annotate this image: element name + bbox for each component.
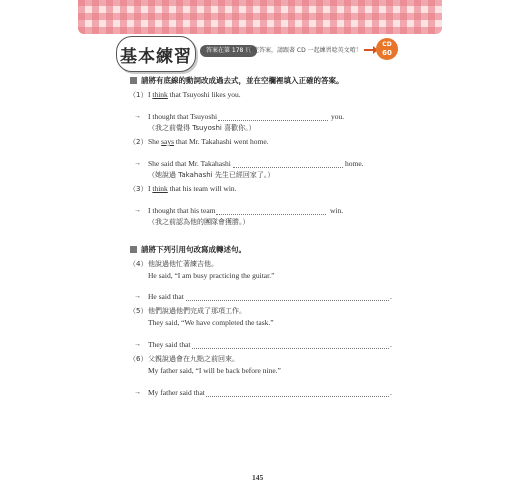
chinese-prompt: 他說過他忙著練吉他。	[148, 260, 218, 268]
answer-blank[interactable]	[218, 120, 328, 121]
quoted-sentence: They said, “We have completed the task.”	[148, 318, 274, 327]
answer-suffix: you.	[331, 112, 345, 121]
page-number: 145	[252, 473, 264, 482]
item-number: （4）	[129, 260, 148, 268]
chinese-prompt: 他們說過他們完成了那項工作。	[148, 307, 246, 315]
answer-prefix: She said that Mr. Takahashi	[148, 159, 231, 168]
item-number: （2）	[129, 138, 148, 146]
arrow-icon: →	[134, 112, 141, 120]
gingham-banner	[78, 0, 442, 34]
answer-note: 對完答案，請跟著 CD 一起練習唸英文唷！	[247, 47, 362, 54]
question-sentence: I think that his team will win.	[148, 184, 237, 193]
chinese-prompt: 父親說過會在九點之前回來。	[148, 355, 239, 363]
answer-prefix: They said that	[148, 340, 191, 349]
question-sentence: She says that Mr. Takahashi went home.	[148, 137, 269, 146]
arrow-icon: →	[134, 292, 141, 300]
arrow-icon: →	[134, 388, 141, 396]
period: .	[390, 292, 392, 301]
translation: （她說過 Takahashi 先生已經回家了。）	[148, 171, 275, 179]
quoted-sentence: He said, “I am busy practicing the guitar.”	[148, 271, 275, 280]
underlined-verb: think	[152, 184, 168, 193]
item-number: （3）	[129, 185, 148, 193]
answer-blank[interactable]	[192, 348, 389, 349]
quoted-sentence: My father said, “I will be back before nine.”	[148, 366, 281, 375]
section2-instruction: 請將下列引用句改寫成轉述句。	[130, 244, 246, 255]
item-number: （5）	[129, 307, 148, 315]
answer-page-tag: 答案在第 178 頁	[200, 45, 257, 57]
answer-prefix: He said that	[148, 292, 184, 301]
answer-suffix: home.	[345, 159, 364, 168]
cd-track: 60	[382, 49, 392, 57]
item-number: （6）	[129, 355, 148, 363]
answer-blank[interactable]	[186, 300, 389, 301]
answer-suffix: win.	[330, 206, 344, 215]
arrow-icon	[364, 49, 374, 51]
period: .	[390, 340, 392, 349]
answer-prefix: I thought that Tsuyoshi	[148, 112, 218, 121]
cd-label: CD	[382, 41, 392, 48]
item-number: （1）	[129, 91, 148, 99]
answer-blank[interactable]	[206, 396, 389, 397]
question-sentence: I think that Tsuyoshi likes you.	[148, 90, 241, 99]
answer-blank[interactable]	[216, 214, 326, 215]
section-badge: 基本練習	[116, 36, 196, 72]
square-bullet-icon	[130, 246, 137, 253]
section1-instruction: 請將有底線的動詞改成過去式，並在空欄裡填入正確的答案。	[130, 75, 344, 86]
translation: （我之前認為他的團隊會獲勝。）	[148, 218, 250, 226]
answer-prefix: I thought that his team	[148, 206, 216, 215]
square-bullet-icon	[130, 77, 137, 84]
period: .	[390, 388, 392, 397]
answer-blank[interactable]	[233, 167, 343, 168]
translation: （我之前覺得 Tsuyoshi 喜歡你。）	[148, 124, 256, 132]
cd-icon	[376, 38, 398, 60]
answer-prefix: My father said that	[148, 388, 205, 397]
arrow-icon: →	[134, 206, 141, 214]
arrow-icon: →	[134, 340, 141, 348]
arrow-icon: →	[134, 159, 141, 167]
underlined-verb: says	[161, 137, 175, 146]
underlined-verb: think	[152, 90, 168, 99]
